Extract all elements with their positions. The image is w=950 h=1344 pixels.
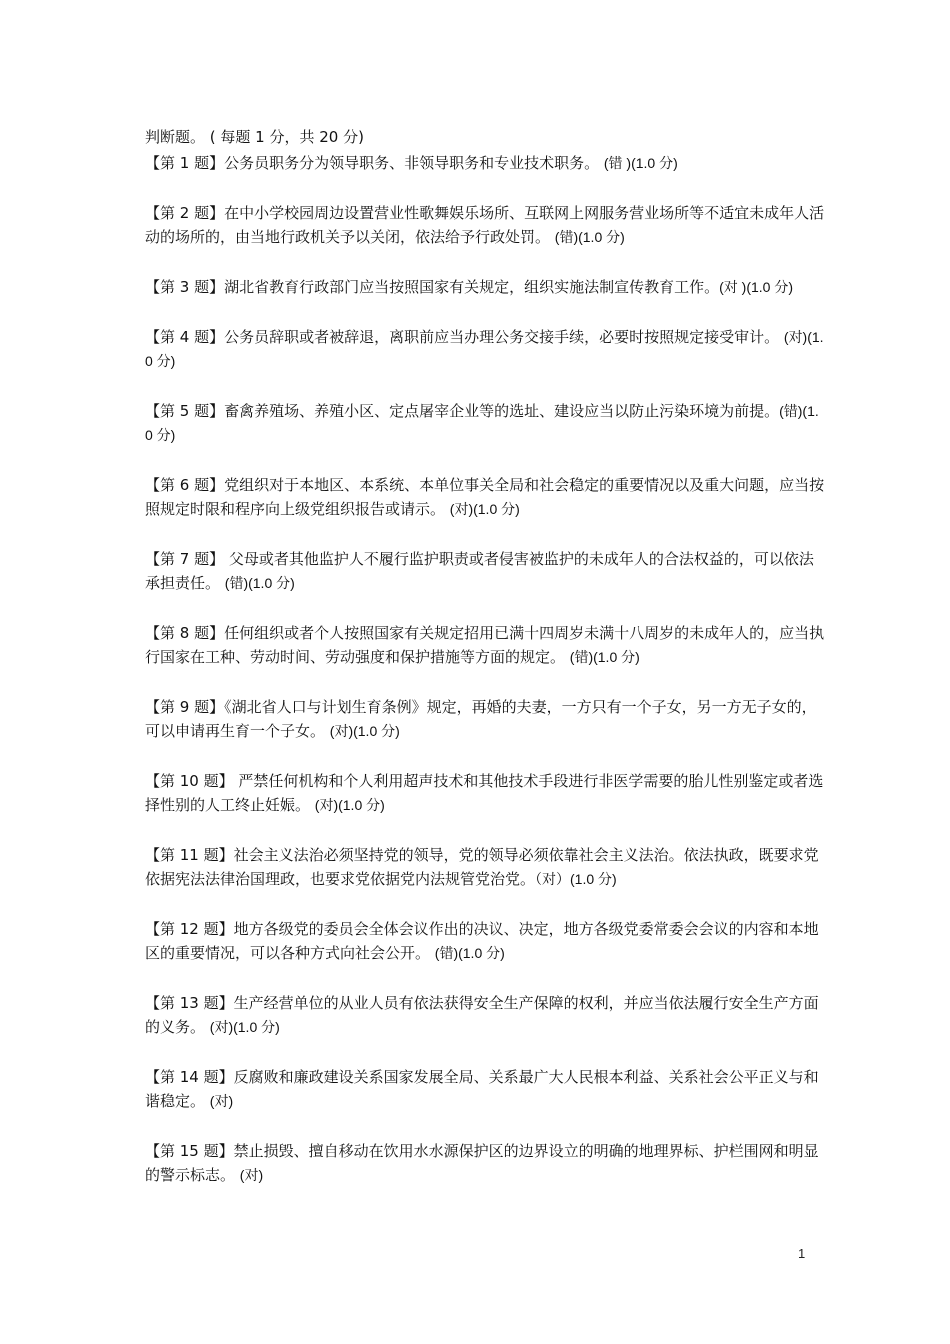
question-answer: (对)(1.0 分) [314,797,385,813]
question-text: 公务员辞职或者被辞退，离职前应当办理公务交接手续，必要时按照规定接受审计。 [224,328,784,346]
question-label: 【第 14 题】 [145,1068,234,1086]
question-text: 生产经营单位的从业人员有依法获得安全生产保障的权利，并应当依法履行安全生产方面的义务。 [145,994,819,1036]
question-text: 党组织对于本地区、本系统、本单位事关全局和社会稳定的重要情况以及重大问题，应当按照规定时限和程序向上级党组织报告或请示。 [145,476,825,518]
question-answer: (错 )(1.0 分) [603,155,678,171]
question-1 [145,151,825,175]
question-answer: (错)(1.0 分) [224,575,295,591]
question-text: 任何组织或者个人按照国家有关规定招用已满十四周岁未满十八周岁的未成年人的，应当执行国家在工种、劳动时间、劳动强度和保护措施等方面的规定。 [145,624,825,666]
question-label: 【第 8 题】 [145,624,225,642]
question-14 [145,1065,825,1113]
page-content [145,125,825,1213]
question-label: 【第 7 题】 [145,550,225,568]
question-answer: (对)(1.0 分) [145,329,824,369]
question-label: 【第 15 题】 [145,1142,234,1160]
question-text: 父母或者其他监护人不履行监护职责或者侵害被监护的未成年人的合法权益的，可以依法承担责任。 [145,550,814,592]
question-label: 【第 9 题】 [145,698,225,716]
question-3 [145,275,825,299]
question-text: 禁止损毁、擅自移动在饮用水水源保护区的边界设立的明确的地理界标、护栏围网和明显的警示标志。 [145,1142,819,1184]
question-9 [145,695,825,743]
question-5 [145,399,825,447]
question-label: 【第 12 题】 [145,920,234,938]
question-answer: (对)(1.0 分) [449,501,520,517]
question-2 [145,201,825,249]
question-6 [145,473,825,521]
question-text: 社会主义法治必须坚持党的领导，党的领导必须依靠社会主义法治。依法执政，既要求党依据宪法法律治国理政，也要求党依据党内法规管党治党。 [145,846,819,888]
question-label: 【第 11 题】 [145,846,234,864]
question-label: 【第 13 题】 [145,994,234,1012]
question-label: 【第 3 题】 [145,278,225,296]
question-4 [145,325,825,373]
section-heading: 判断题。 ( 每题 1 分，共 20 分) [145,128,364,146]
question-answer: (对) [209,1093,234,1109]
question-13 [145,991,825,1039]
question-answer: (对)(1.0 分) [209,1019,280,1035]
question-answer: (错)(1.0 分) [554,229,625,245]
question-answer: (对)(1.0 分) [329,723,400,739]
question-12 [145,917,825,965]
question-text: 公务员职务分为领导职务、非领导职务和专业技术职务。 [224,154,604,172]
question-text: 严禁任何机构和个人利用超声技术和其他技术手段进行非医学需要的胎儿性别鉴定或者选择性别的人工终止妊娠。 [145,772,824,814]
question-answer: （对）(1.0 分) [535,871,617,887]
question-answer: (对 )(1.0 分) [719,279,793,295]
question-10 [145,769,825,817]
question-text: 湖北省教育行政部门应当按照国家有关规定，组织实施法制宣传教育工作。 [224,278,720,296]
question-label: 【第 6 题】 [145,476,225,494]
question-15 [145,1139,825,1187]
question-label: 【第 5 题】 [145,402,225,420]
question-label: 【第 2 题】 [145,204,225,222]
question-answer: (错)(1.0 分) [569,649,640,665]
question-11 [145,843,825,891]
question-text: 地方各级党的委员会全体会议作出的决议、决定，地方各级党委常委会会议的内容和本地区的重要情况，可以各种方式向社会公开。 [145,920,819,962]
question-answer: (错)(1.0 分) [434,945,505,961]
question-text: 在中小学校园周边设置营业性歌舞娱乐场所、互联网上网服务营业场所等不适宜未成年人活动的场所的，由当地行政机关予以关闭，依法给予行政处罚。 [145,204,825,246]
question-text: 《湖北省人口与计划生育条例》规定，再婚的夫妻，一方只有一个子女，另一方无子女的，可以申请再生育一个子女。 [145,698,817,740]
question-answer: (对) [239,1167,264,1183]
question-text: 畜禽养殖场、养殖小区、定点屠宰企业等的选址、建设应当以防止污染环境为前提。 [224,402,780,420]
page-number: 1 [798,1246,806,1261]
question-7 [145,547,825,595]
question-text: 反腐败和廉政建设关系国家发展全局、关系最广大人民根本利益、关系社会公平正义与和谐稳定。 [145,1068,819,1110]
question-label: 【第 4 题】 [145,328,225,346]
question-label: 【第 10 题】 [145,772,234,790]
question-answer: (错)(1.0 分) [145,403,819,443]
question-label: 【第 1 题】 [145,154,225,172]
question-8 [145,621,825,669]
